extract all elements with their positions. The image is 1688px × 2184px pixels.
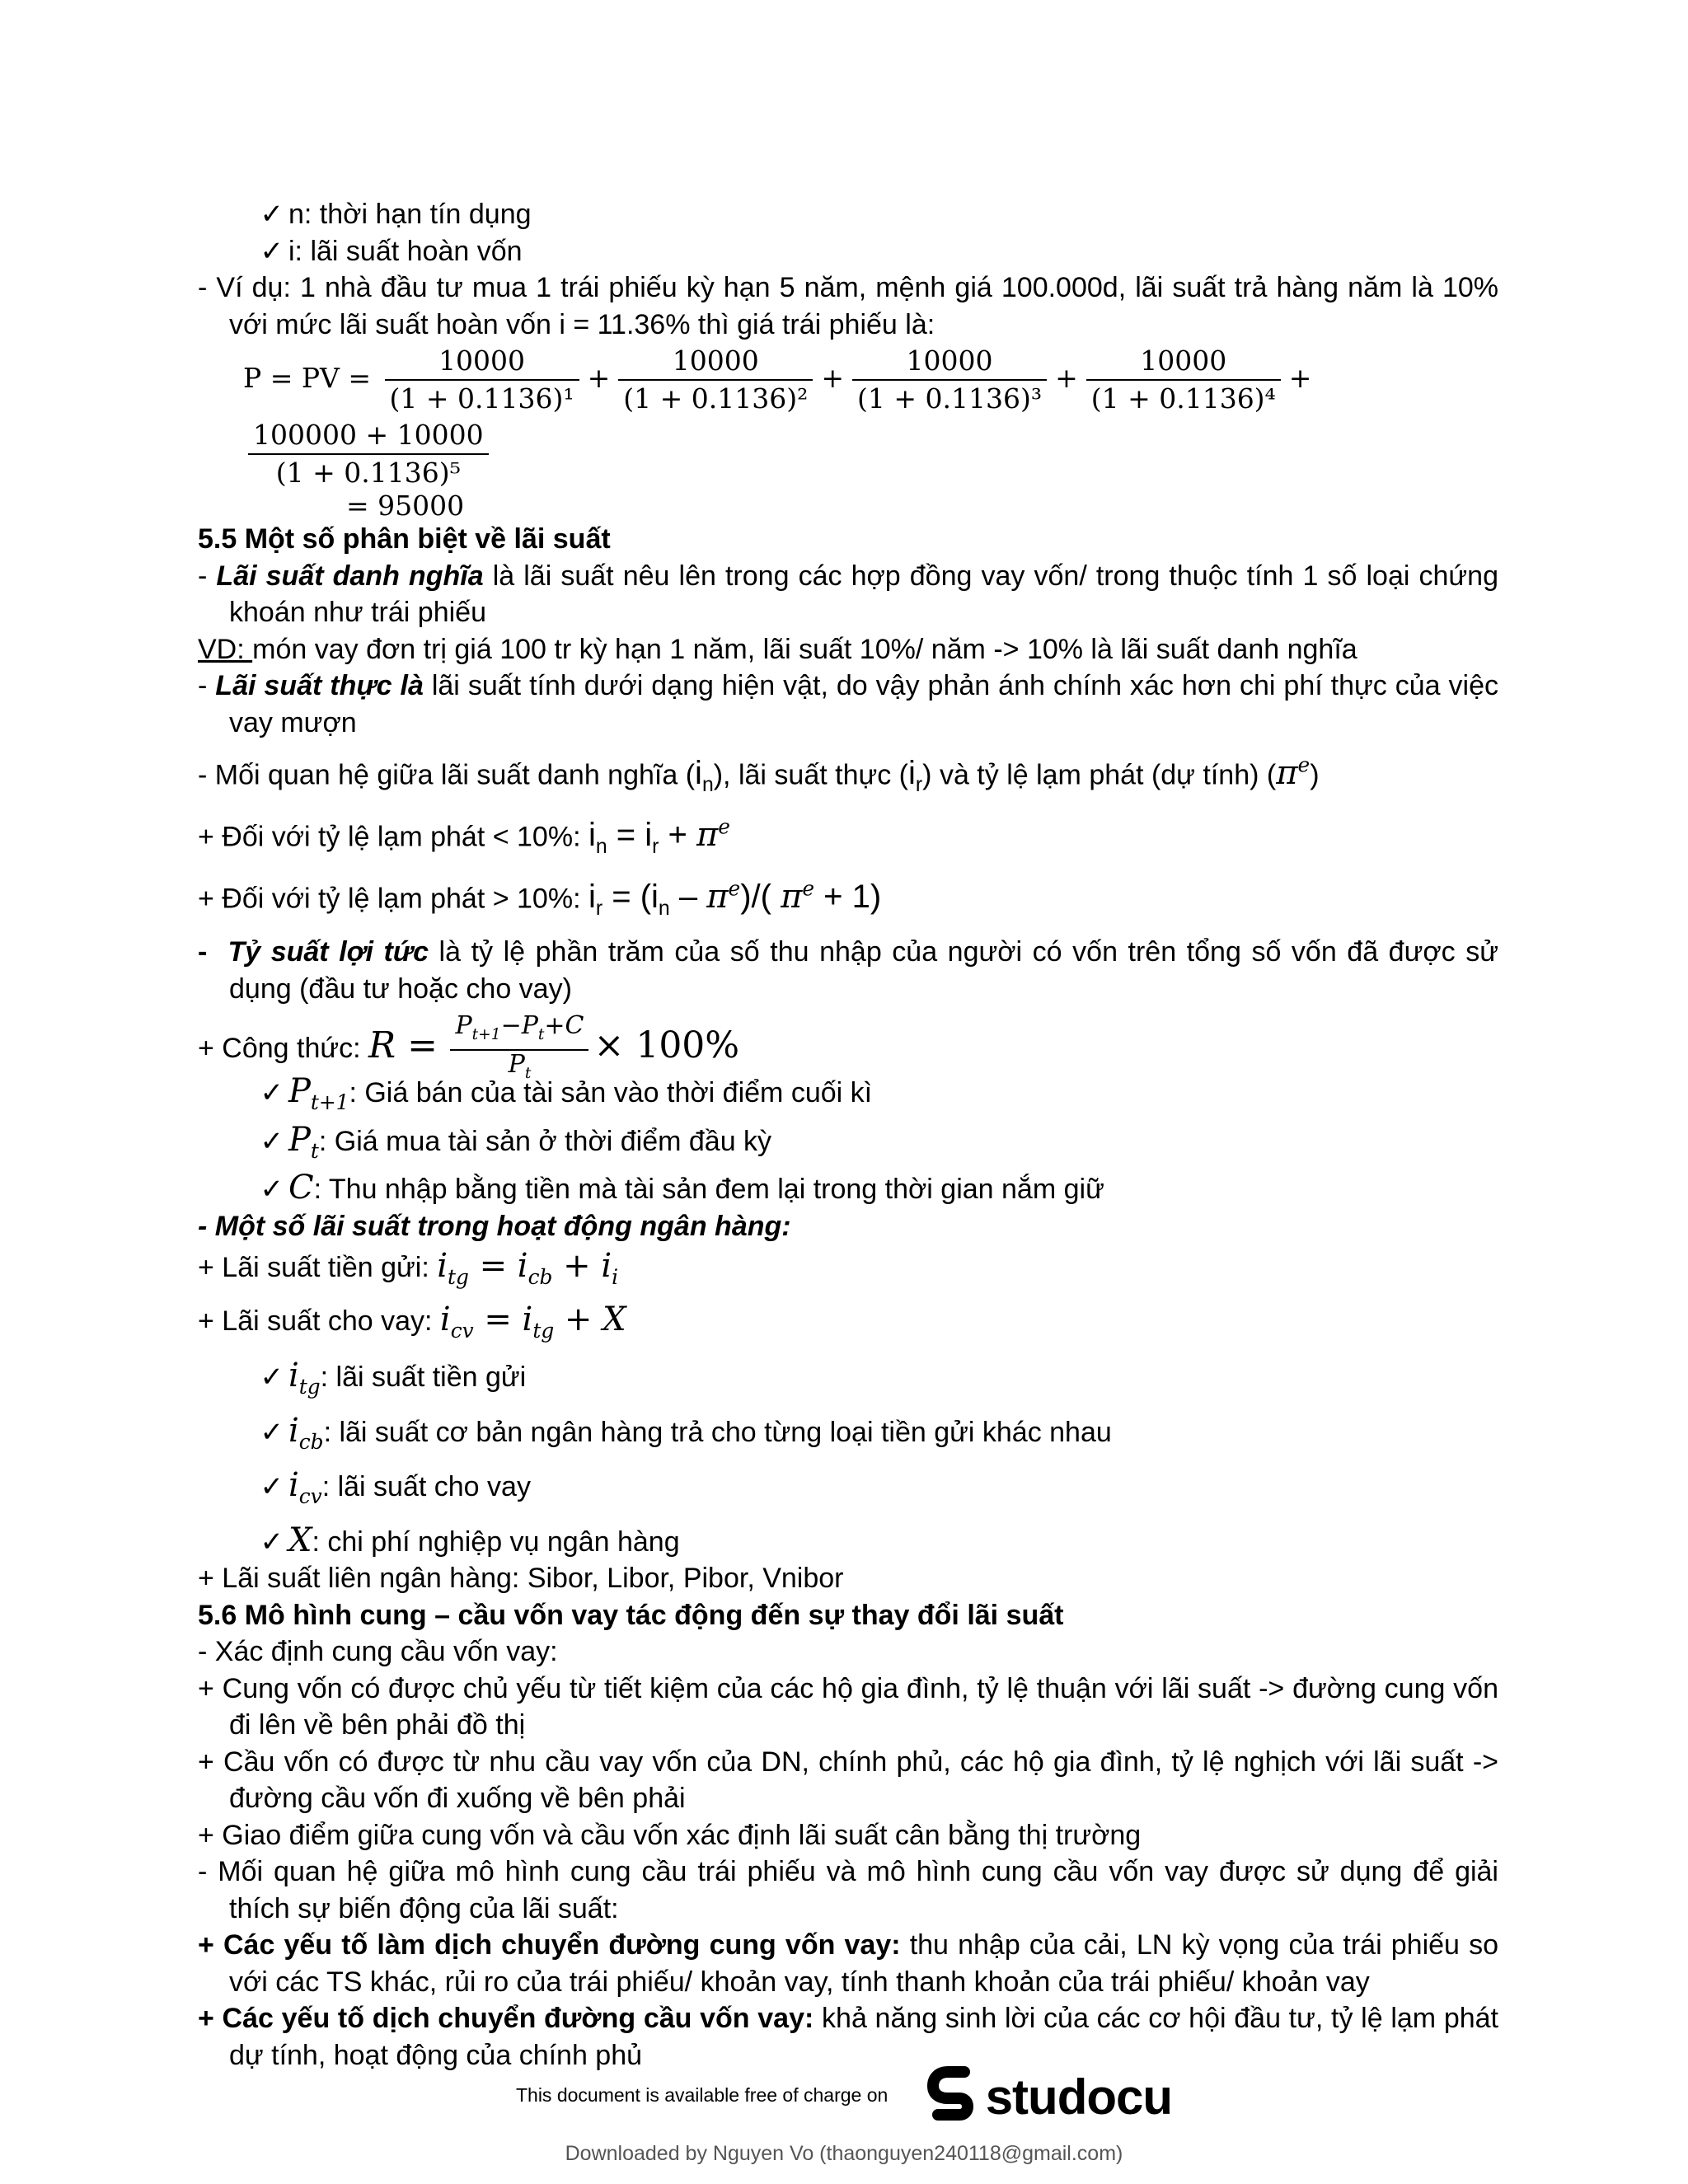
equation-lhs: P = PV = (243, 362, 372, 394)
paragraph: - Xác định cung cầu vốn vay: (198, 1636, 558, 1668)
interbank-rates: + Lãi suất liên ngân hàng: Sibor, Libor, Pibor, Vnibor (198, 1563, 844, 1595)
bank-rates-heading: - Một số lãi suất trong hoạt động ngân hàng: (198, 1210, 791, 1242)
list-item: ✓ X: chi phí nghiệp vụ ngân hàng (198, 1522, 1498, 1561)
page-content (198, 196, 1498, 2074)
list-item (198, 196, 1498, 233)
checkmark-icon: ✓ (260, 1471, 284, 1503)
fraction: $\frac{10000}{\text{(1 + 0.1136)⁴}}$ (1086, 343, 1281, 417)
list-item: ✓ $i_{tg}$: lãi suất tiền gửi (198, 1357, 1498, 1406)
paragraph-supply-factors: + Các yếu tố làm dịch chuyển đường cung vốn vay: thu nhập của cải, LN kỳ vọng của trái phiếu so với các TS khác, rủi ro của trái phiếu/ khoản vay, tính thanh khoản của trái phiếu/ khoản vay (198, 1929, 1498, 1998)
paragraph-real-rate: - Lãi suất thực là lãi suất tính dưới dạng hiện vật, do vậy phản ánh chính xác hơn chi phí thực của việc vay mượn (198, 670, 1498, 738)
formula-deposit-rate: + Lãi suất tiền gửi: $i_{tg} = i_{cb} + i_i$ (198, 1247, 619, 1290)
paragraph: + Giao điểm giữa cung vốn và cầu vốn xác định lãi suất cân bằng thị trường (198, 1819, 1142, 1851)
studocu-logo-icon (926, 2065, 981, 2128)
checkmark-icon: ✓ (260, 1416, 284, 1448)
section-heading-5-5: 5.5 Một số phân biệt về lãi suất (198, 523, 611, 555)
list-item-text: i: lãi suất hoàn vốn (288, 235, 523, 267)
section-heading-5-6: 5.6 Mô hình cung – cầu vốn vay tác động đến sự thay đổi lãi suất (198, 1599, 1064, 1631)
paragraph: + Cung vốn có được chủ yếu từ tiết kiệm của các hộ gia đình, tỷ lệ thuận với lãi suất -> đường cung vốn đi lên về bên phải đồ thị (198, 1672, 1498, 1741)
checkmark-icon: ✓ (260, 235, 284, 267)
paragraph-demand-factors: + Các yếu tố dịch chuyển đường cầu vốn vay: khả năng sinh lời của các cơ hội đầu tư, tỷ lệ lạm phát dự tính, hoạt động của chính phủ (198, 2003, 1499, 2071)
bond-price-equation: P = PV = $\frac{10000}{\text{(1 + 0.1136)¹}}$ + $\frac{10000}{\text{(1 + 0.1136)²}}$ + $\frac{10000}{\text{(1 + 0.1136)³}}$ + $\frac{10000}{\text{(1 + 0.1136)⁴}}$ + $\frac{100000 + 10000}{\text{(1 + 0.1136)⁵}}$ (243, 343, 1498, 491)
fraction: $\frac{10000}{\text{(1 + 0.1136)³}}$ (852, 343, 1047, 417)
footer-availability (0, 2065, 1688, 2128)
studocu-logo-text: studocu (985, 2069, 1173, 2125)
paragraph: + Cầu vốn có được từ nhu cầu vay vốn của DN, chính phủ, các hộ gia đình, tỷ lệ nghịch với lãi suất -> đường cầu vốn đi xuống về bên phải (198, 1746, 1498, 1815)
list-item: ✓ $i_{cv}$: lãi suất cho vay (198, 1467, 1498, 1516)
paragraph-yield: - Tỷ suất lợi tức là tỷ lệ phần trăm của số thu nhập của người có vốn trên tổng số vốn đã được sử dụng (đầu tư hoặc cho vay) (198, 936, 1498, 1005)
fraction: $\frac{P_{t+1}-P_t+C}{P_t}$ (450, 1012, 588, 1088)
checkmark-icon: ✓ (260, 1361, 284, 1394)
fraction: $\frac{100000 + 10000}{\text{(1 + 0.1136)⁵}}$ (248, 417, 489, 491)
fraction: $\frac{10000}{\text{(1 + 0.1136)¹}}$ (385, 343, 579, 417)
formula-lending-rate: + Lãi suất cho vay: $i_{cv} = i_{tg} + X$ (198, 1300, 626, 1343)
paragraph: - Mối quan hệ giữa mô hình cung cầu trái phiếu và mô hình cung cầu vốn vay được sử dụng để giải thích sự biến động của lãi suất: (198, 1856, 1498, 1924)
formula-high-inflation: + Đối với tỷ lệ lạm phát > 10%: $i_r = (i_n - \pi^e)/$( $\pi^e + 1$) (198, 876, 882, 920)
list-item: ✓ C: Thu nhập bằng tiền mà tài sản đem lại trong thời gian nắm giữ (198, 1169, 1498, 1208)
footer-download-info: Downloaded by Nguyen Vo (thaonguyen240118@gmail.com) (565, 2142, 1123, 2165)
list-item (198, 233, 1498, 270)
list-item: ✓ $i_{cb}$: lãi suất cơ bản ngân hàng trả cho từng loại tiền gửi khác nhau (198, 1413, 1498, 1461)
checkmark-icon: ✓ (260, 1077, 284, 1109)
list-item: ✓ $P_t$: Giá mua tài sản ở thời điểm đầu kỳ (198, 1122, 1498, 1170)
equation-result: = 95000 (346, 490, 465, 522)
example-paragraph: - Ví dụ: 1 nhà đầu tư mua 1 trái phiếu kỳ hạn 5 năm, mệnh giá 100.000d, lãi suất trả hàng năm là 10% với mức lãi suất hoàn vốn i = 11.36% thì giá trái phiếu là: (198, 272, 1498, 340)
paragraph-example: VD: món vay đơn trị giá 100 tr kỳ hạn 1 năm, lãi suất 10%/ năm -> 10% là lãi suất danh nghĩa (198, 633, 1357, 665)
checkmark-icon: ✓ (260, 199, 284, 230)
studocu-logo[interactable] (926, 2065, 1172, 2128)
formula-low-inflation: + Đối với tỷ lệ lạm phát < 10%: $i_n = i_r + \pi^e$ (198, 814, 730, 859)
footer-availability-text: This document is available free of charge on (515, 2084, 889, 2107)
checkmark-icon: ✓ (260, 1125, 284, 1157)
paragraph-relation: - Mối quan hệ giữa lãi suất danh nghĩa $(i_n)$, lãi suất thực $(i_r)$ và tỷ lệ lạm phát (dự tính) $(\pi^e)$ (198, 753, 1320, 797)
paragraph-nominal-rate: - Lãi suất danh nghĩa là lãi suất nêu lên trong các hợp đồng vay vốn/ trong thuộc tính 1 số loại chứng khoán như trái phiếu (198, 560, 1498, 628)
formula-yield: + Công thức: R = $\frac{P_{t+1}-P_t+C}{P_t}$ × 100% (198, 1012, 1498, 1065)
list-item: ✓ $P_{t+1}$: Giá bán của tài sản vào thời điểm cuối kì (198, 1073, 1498, 1122)
checkmark-icon: ✓ (260, 1174, 284, 1206)
list-item-text: n: thời hạn tín dụng (288, 199, 532, 230)
fraction: $\frac{10000}{\text{(1 + 0.1136)²}}$ (618, 343, 813, 417)
checkmark-icon: ✓ (260, 1526, 284, 1558)
